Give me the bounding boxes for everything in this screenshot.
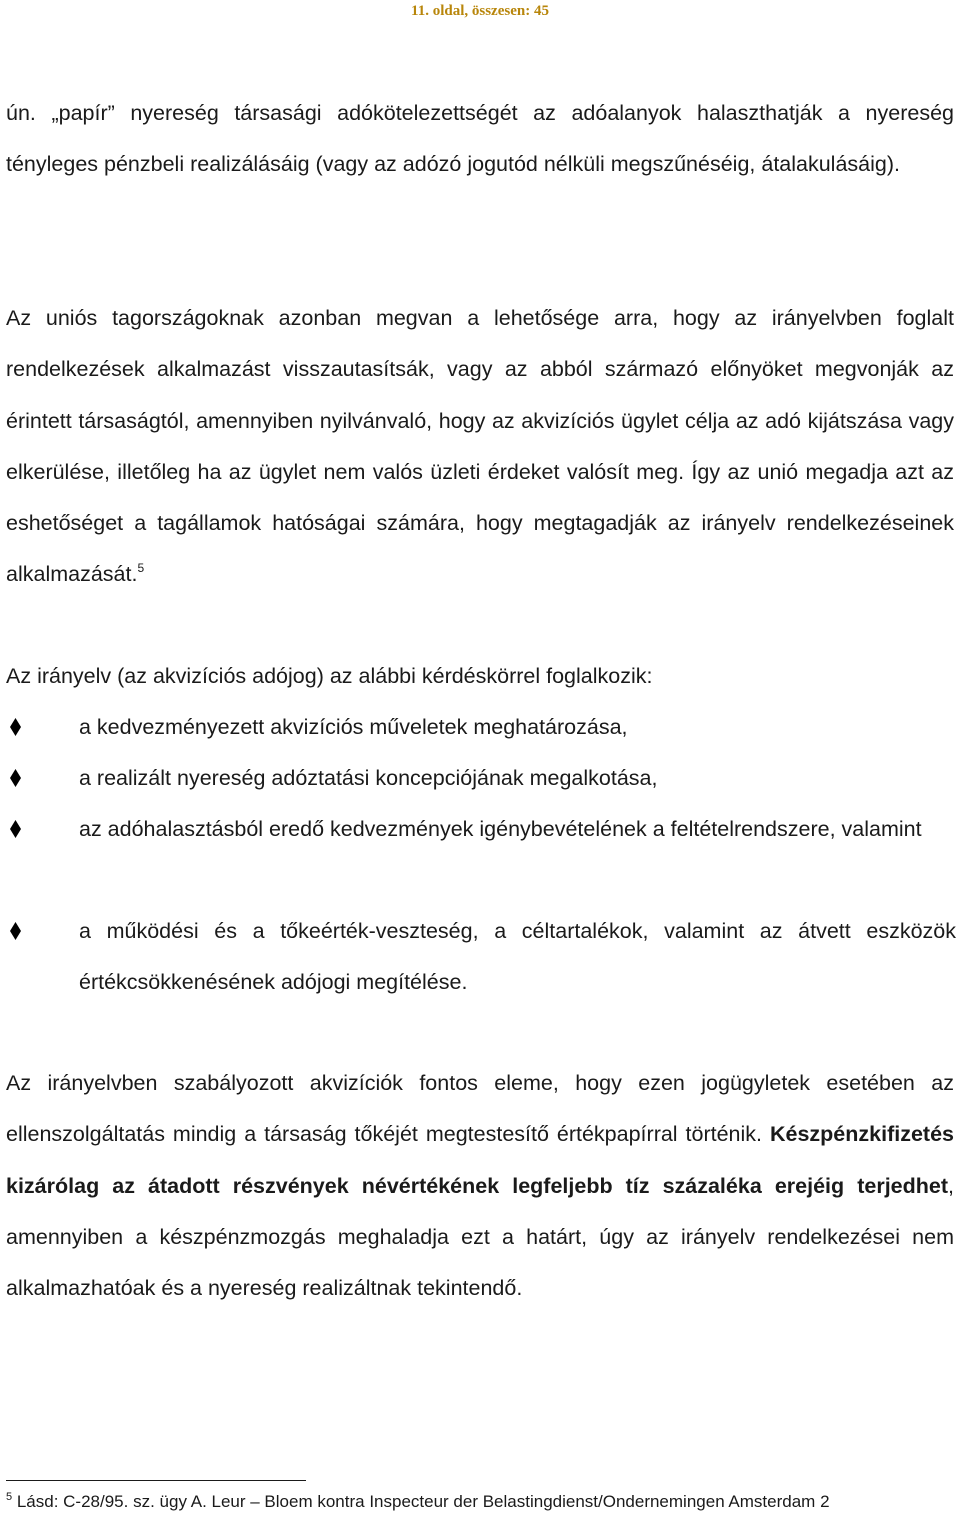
diamond-bullet-icon bbox=[10, 820, 21, 838]
list-item-text: az adóhalasztásból eredő kedvezmények igénybevételének a feltételrendszere, valamint bbox=[79, 817, 922, 841]
list-item-text: a kedvezményezett akvizíciós műveletek meghatározása, bbox=[79, 715, 628, 739]
footnote-separator bbox=[6, 1480, 306, 1481]
diamond-bullet-icon bbox=[10, 718, 21, 736]
page-header bbox=[0, 2, 960, 20]
bold-emphasis-text: Készpénzkifizetés kizárólag az átadott részvények névértékének legfeljebb tíz százaléka erejéig terjedhet bbox=[6, 1122, 954, 1198]
footnote-number: 5 bbox=[6, 1491, 13, 1503]
paragraph-text: Az irányelvben szabályozott akvizíciók fontos eleme, hogy ezen jogügyletek esetében az ellenszolgáltatás mindig a társaság tőkéjét megtestesítő értékpapírral történik. bbox=[6, 1071, 954, 1147]
footnote bbox=[6, 1489, 956, 1515]
list-item-text: a realizált nyereség adóztatási koncepciójának megalkotása, bbox=[79, 766, 658, 790]
paragraph-iranyelv-intro bbox=[6, 651, 954, 702]
paragraph-papir-nyereseg bbox=[6, 88, 954, 191]
diamond-bullet-icon bbox=[10, 922, 21, 940]
diamond-bullet-icon bbox=[10, 769, 21, 787]
paragraph-text: Az irányelv (az akvizíciós adójog) az alábbi kérdéskörrel foglalkozik: bbox=[6, 664, 653, 688]
page-number-label: 11. oldal, összesen: 45 bbox=[411, 3, 549, 19]
paragraph-text: ún. „papír” nyereség társasági adókötelezettségét az adóalanyok halaszthatják a nyereség tényleges pénzbeli realizálásáig (vagy az adózó jogutód nélküli megszűnéséig, átalakulásáig). bbox=[6, 101, 954, 177]
paragraph-text: Az uniós tagországoknak azonban megvan a lehetősége arra, hogy az irányelvben foglalt rendelkezések alkalmazást visszautasítsák, vagy az abból származó előnyöket megvonják az érintett társaságtól, amennyiben nyilvánvaló, hogy az akvizíciós ügylet célja az adó kijátszása vagy elkerülése, illetőleg ha az ügylet nem valós üzleti érdeket valósít meg. Így az unió megadja azt az eshetőséget a tagállamok hatóságai számára, hogy megtagadják az irányelv rendelkezéseinek alkalmazását. bbox=[6, 306, 954, 587]
paragraph-text-continued: , amennyiben a készpénzmozgás meghaladja ezt a határt, úgy az irányelv rendelkezései nem alkalmazhatóak és a nyereség realizáltnak tekintendő. bbox=[6, 1173, 954, 1301]
footnote-reference: 5 bbox=[137, 561, 145, 576]
footnote-text: Lásd: C-28/95. sz. ügy A. Leur – Bloem kontra Inspecteur der Belastingdienst/Ondernemingen Amsterdam 2 bbox=[12, 1492, 830, 1511]
paragraph-akviziciok-eleme bbox=[6, 1058, 954, 1314]
list-item-text: a működési és a tőkeérték-veszteség, a céltartalékok, valamint az átvett eszközök értékcsökkenésének adójogi megítélése. bbox=[79, 919, 956, 995]
paragraph-unios-tagorszagok bbox=[6, 293, 954, 601]
